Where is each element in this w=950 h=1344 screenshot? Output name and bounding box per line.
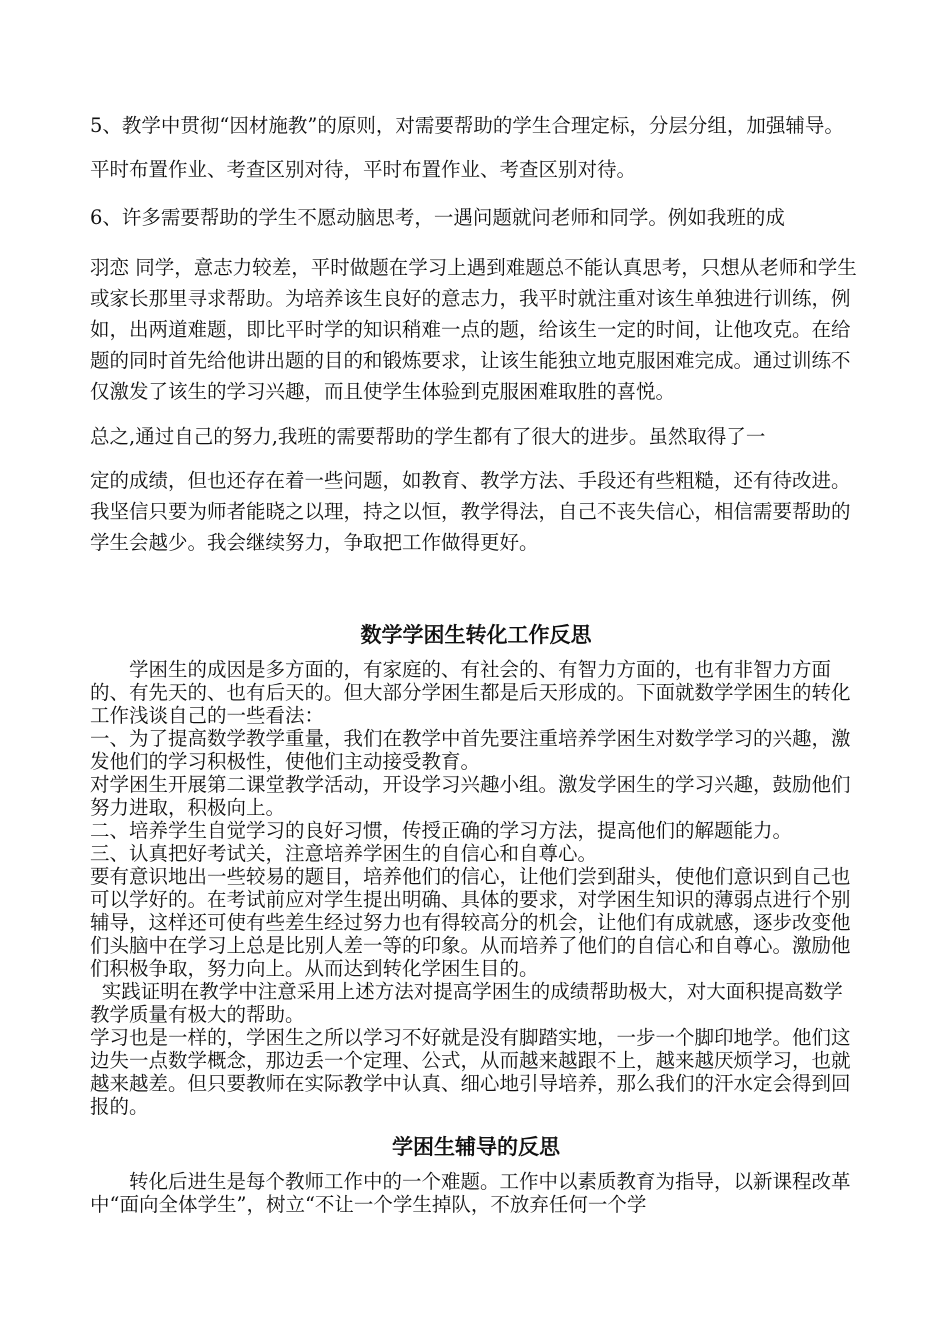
summary-first-line: 总之,通过自己的努力,我班的需要帮助的学生都有了很大的进步。虽然取得了一	[90, 425, 766, 448]
paragraph-6-first-line: 6、许多需要帮助的学生不愿动脑思考，一遇问题就问老师和同学。例如我班的成	[90, 206, 785, 229]
math-item-3-detail: 要有意识地出一些较易的题目，培养他们的信心，让他们尝到甜头，使他们意识到自己也可以学好的。在考试前应对学生提出明确、具体的要求，对学困生知识的薄弱点进行个别辅导，这样还可使有些差生经过努力也有得较高分的机会，让他们有成就感，逐步改变他们头脑中在学习上总是比别人差一等的印象。从而培养了他们的自信心和自尊心。激励他们积极争取，努力向上。从而达到转化学困生目的。	[90, 865, 851, 980]
math-item-1-detail: 对学困生开展第二课堂教学活动，开设学习兴趣小组。激发学困生的学习兴趣，鼓励他们努力进取，积极向上。	[90, 773, 851, 819]
math-closing-paragraph: 学习也是一样的，学困生之所以学习不好就是没有脚踏实地，一步一个脚印地学。他们这边失一点数学概念，那边丢一个定理、公式，从而越来越跟不上，越来越厌烦学习，也就越来越差。但只要教师在实际教学中认真、细心地引导培养，那么我们的汗水定会得到回报的。	[90, 1026, 851, 1118]
paragraph-5: 5、教学中贯彻“因材施教”的原则，对需要帮助的学生合理定标，分层分组，加强辅导。平时布置作业、考查区别对待，平时布置作业、考查区别对待。	[90, 114, 844, 181]
summary-continuation: 定的成绩，但也还存在着一些问题，如教育、教学方法、手段还有些粗糙，还有待改进。我坚信只要为师者能晓之以理，持之以恒，教学得法，自己不丧失信心，相信需要帮助的学生会越少。我会继续努力，争取把工作做得更好。	[90, 469, 851, 554]
paragraph-6-continuation: 羽恋 同学，意志力较差，平时做题在学习上遇到难题总不能认真思考，只想从老师和学生或家长那里寻求帮助。为培养该生良好的意志力，我平时就注重对该生单独进行训练，例如，出两道难题，即比平时学的知识稍难一点的题，给该生一定的时间，让他攻克。在给题的同时首先给他讲出题的目的和锻炼要求，让该生能独立地克服困难完成。通过训练不仅激发了该生的学习兴趣，而且使学生体验到克服困难取胜的喜悦。	[90, 256, 857, 403]
tutoring-intro-paragraph: 转化后进生是每个教师工作中的一个难题。工作中以素质教育为指导，以新课程改革中“面向全体学生”，树立“不让一个学生掉队，不放弃任何一个学	[90, 1170, 851, 1216]
math-item-1: 一、为了提高数学教学重量，我们在教学中首先要注重培养学困生对数学学习的兴趣，激发他们的学习积极性，使他们主动接受教育。	[90, 727, 851, 773]
section-title-tutoring-reflection: 学困生辅导的反思	[392, 1135, 560, 1159]
math-item-3: 三、认真把好考试关，注意培养学困生的自信心和自尊心。	[90, 842, 598, 865]
section-title-math-reflection: 数学学困生转化工作反思	[360, 623, 592, 647]
math-intro-paragraph: 学困生的成因是多方面的，有家庭的、有社会的、有智力方面的，也有非智力方面的、有先天的、也有后天的。但大部分学困生都是后天形成的。下面就数学学困生的转化工作浅谈自己的一些看法：	[90, 658, 851, 727]
math-practice-paragraph: 实践证明在教学中注意采用上述方法对提高学困生的成绩帮助极大，对大面积提高数学教学质量有极大的帮助。	[90, 980, 843, 1026]
math-item-2: 二、培养学生自觉学习的良好习惯，传授正确的学习方法，提高他们的解题能力。	[90, 819, 793, 842]
document-page	[90, 104, 862, 1216]
